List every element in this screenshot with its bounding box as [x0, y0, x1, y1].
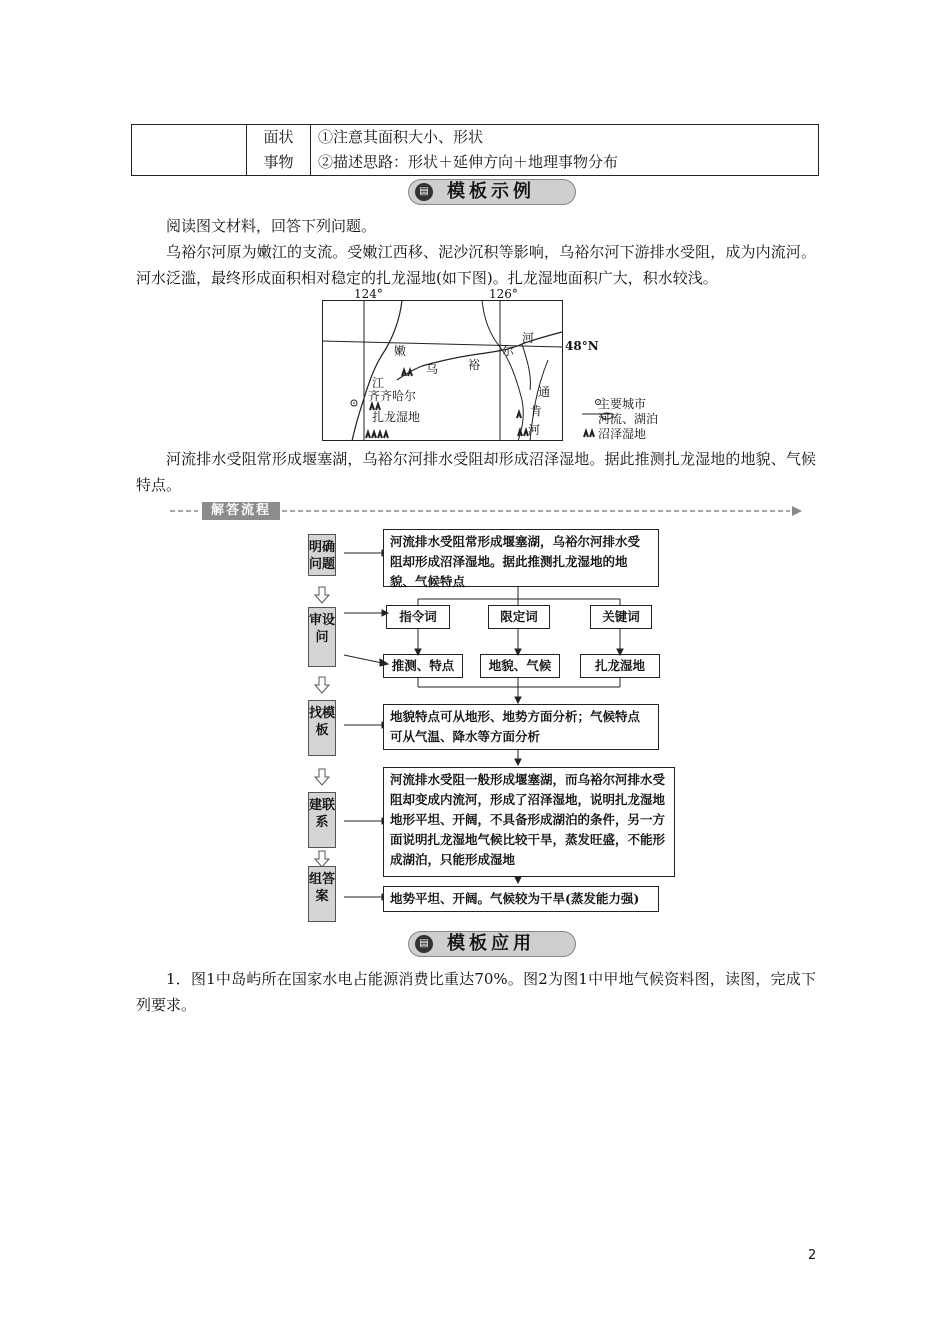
step-define-question-label: 明确问题 — [309, 540, 336, 572]
table-desc-line2: ②描述思路：形状＋延伸方向＋地理事物分布 — [318, 153, 619, 171]
question-paragraph: 河流排水受阻常形成堰塞湖，乌裕尔河排水受阻却形成沼泽湿地。据此推测扎龙湿地的地貌、气候特点。 — [136, 450, 816, 494]
flow-question-box: 河流排水受阻常形成堰塞湖，乌裕尔河排水受阻却形成沼泽湿地。据此推测扎龙湿地的地貌、气候特点 — [383, 529, 659, 587]
step-compose-answer-label: 组答案 — [309, 872, 336, 904]
flow-template-box: 地貌特点可从地形、地势方面分析；气候特点可从气温、降水等方面分析 — [383, 704, 659, 750]
flow-title-bar — [170, 502, 820, 520]
step-build-link-label: 建联系 — [309, 798, 336, 830]
step-build-link — [308, 792, 336, 848]
legend-city-label: 主要城市 — [598, 397, 647, 411]
step-find-template — [308, 700, 336, 756]
table-category-line2: 事物 — [263, 153, 294, 171]
table-description-cell — [318, 125, 618, 175]
table-category-cell — [247, 125, 311, 175]
legend-river-label: 河流、湖泊 — [598, 412, 659, 426]
map-label-zhalong: 扎龙湿地 — [372, 410, 421, 424]
map-label-he2: 河 — [528, 423, 541, 437]
top-table — [131, 124, 819, 176]
step-compose-answer — [308, 866, 336, 922]
legend-marsh-label: 沼泽湿地 — [598, 427, 647, 441]
table-empty-cell — [132, 125, 247, 175]
flow-answer-box: 地势平坦、开阔。气候较为干旱(蒸发能力强) — [383, 886, 659, 912]
step-find-template-label: 找模板 — [309, 706, 336, 738]
question-1: 1．图1中岛屿所在国家水电占能源消费比重达70%。图2为图1中甲地气候资料图，读图，完成下列要求。 — [136, 970, 816, 1014]
step-define-question — [308, 534, 336, 576]
map-label-lat-48: 48°N — [565, 339, 599, 353]
section-banner-application — [408, 931, 576, 957]
value-key-word: 扎龙湿地 — [580, 654, 660, 678]
map-label-wu: 乌 — [426, 362, 439, 376]
map-label-lon-126: 126° — [489, 287, 518, 301]
value-instruction-word: 推测、特点 — [383, 654, 463, 678]
section-banner-example — [408, 179, 576, 205]
material-paragraph: 乌裕尔河原为嫩江的支流。受嫩江西移、泥沙沉积等影响，乌裕尔河下游排水受阻，成为内流河。河水泛滥，最终形成面积相对稳定的扎龙湿地(如下图)。扎龙湿地面积广大，积水较浅。 — [136, 243, 816, 287]
step-examine-question-label: 审设问 — [309, 613, 336, 645]
map-label-yu: 裕 — [468, 358, 481, 372]
label-limit-word: 限定词 — [488, 605, 550, 629]
map-label-jiang: 江 — [372, 376, 385, 390]
zhalong-map — [322, 287, 662, 442]
table-category-line1: 面状 — [263, 128, 294, 146]
label-key-word: 关键词 — [590, 605, 652, 629]
map-label-qiqihar: 齐齐哈尔 — [368, 389, 417, 403]
flow-link-box: 河流排水受阻一般形成堰塞湖，而乌裕尔河排水受阻却变成内流河，形成了沼泽湿地，说明扎龙湿地地形平坦、开阔，不具备形成湖泊的条件，另一方面说明扎龙湿地气候比较干旱，蒸发旺盛，不能形成湖泊，只能形成湿地 — [383, 767, 675, 877]
banner-application-title: 模板应用 — [447, 933, 535, 954]
map-label-er: 尔 — [502, 344, 515, 358]
table-desc-line1: ①注意其面积大小、形状 — [318, 128, 484, 146]
flow-title: 解答流程 — [202, 502, 280, 520]
map-label-he1: 河 — [522, 331, 535, 345]
map-label-ken: 肯 — [530, 404, 543, 418]
map-label-tong: 通 — [538, 385, 551, 399]
page-number: 2 — [808, 1248, 817, 1263]
map-label-nen: 嫩 — [394, 344, 407, 358]
value-limit-word: 地貌、气候 — [480, 654, 560, 678]
banner-example-title: 模板示例 — [447, 181, 535, 202]
map-label-lon-124: 124° — [354, 287, 383, 301]
book-icon: ▤ — [415, 183, 433, 201]
step-examine-question — [308, 607, 336, 667]
book-icon: ▤ — [415, 935, 433, 953]
label-instruction-word: 指令词 — [386, 605, 450, 629]
intro-text: 阅读图文材料，回答下列问题。 — [166, 217, 377, 235]
